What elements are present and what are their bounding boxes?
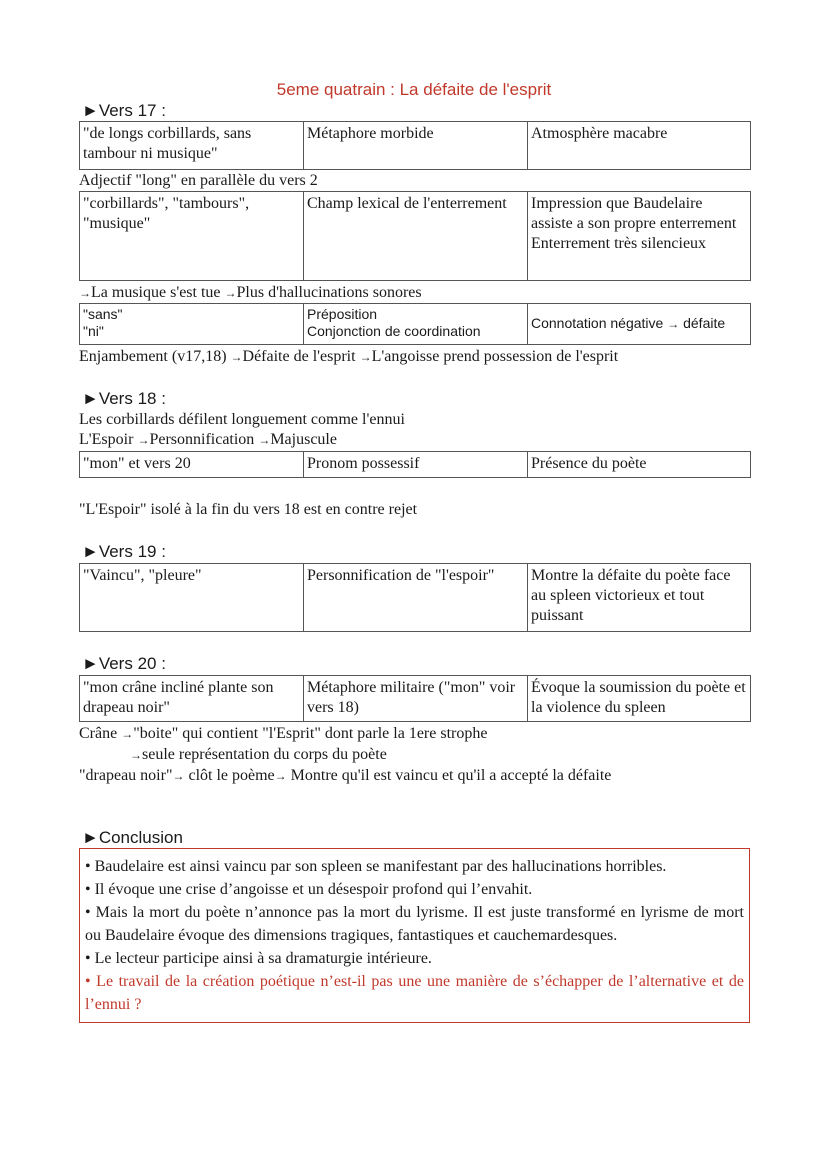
cell-text: Connotation négative	[531, 315, 664, 331]
note-text: seule représentation du corps du poète	[142, 746, 387, 763]
table-cell: Atmosphère macabre	[528, 122, 751, 170]
arrow-icon: →	[130, 748, 142, 762]
table-cell: "mon" et vers 20	[80, 452, 304, 478]
page-title: 5eme quatrain : La défaite de l'esprit	[276, 80, 552, 99]
arrow-icon: →	[258, 433, 271, 447]
table-cell: Pronom possessif	[304, 452, 528, 478]
arrow-icon: →	[121, 727, 134, 741]
note-text: clôt le poème	[184, 767, 275, 784]
table-cell: "corbillards", "tambours", "musique"	[80, 192, 304, 281]
arrow-icon: →	[79, 286, 91, 300]
table-cell: Évoque la soumission du poète et la violence du spleen	[528, 676, 751, 722]
note-text: La musique s'est tue	[91, 284, 225, 301]
table-vers-17-b	[79, 191, 751, 281]
table-cell: Métaphore militaire ("mon" voir vers 18)	[304, 676, 528, 722]
conclusion-paragraph: • Il évoque une crise d’angoisse et un désespoir profond qui l’envahit.	[85, 881, 533, 898]
arrow-icon: →	[224, 286, 237, 300]
cell-line: Enterrement très silencieux	[531, 235, 707, 252]
table-cell: "de longs corbillards, sans tambour ni musique"	[80, 122, 304, 170]
table-cell: "mon crâne incliné plante son drapeau noir"	[80, 676, 304, 722]
table-vers-19	[79, 563, 751, 632]
cell-line: "sans"	[83, 306, 123, 322]
note-text: L'angoisse prend possession de l'esprit	[371, 348, 619, 365]
heading-vers-19: ►Vers 19 :	[82, 542, 166, 561]
heading-conclusion: ►Conclusion	[82, 828, 183, 847]
note-corbillards: Les corbillards défilent longuement comme l'ennui	[79, 411, 405, 428]
arrow-icon: →	[137, 433, 150, 447]
table-row	[80, 304, 751, 345]
note-text: L'Espoir	[79, 431, 138, 448]
table-row	[80, 192, 751, 281]
conclusion-box	[79, 848, 750, 1023]
arrow-icon: →	[274, 769, 287, 783]
table-vers-17-c	[79, 303, 751, 345]
conclusion-paragraph: • Le lecteur participe ainsi à sa dramaturgie intérieure.	[85, 950, 432, 967]
arrow-icon: →	[230, 350, 243, 364]
table-cell	[528, 304, 751, 345]
note-contre-rejet: "L'Espoir" isolé à la fin du vers 18 est en contre rejet	[79, 501, 418, 518]
table-cell: Montre la défaite du poète face au spleen victorieux et tout puissant	[528, 564, 751, 632]
table-cell	[80, 304, 304, 345]
note-drapeau	[79, 766, 611, 786]
cell-line: Conjonction de coordination	[307, 323, 481, 339]
note-text: Majuscule	[270, 431, 337, 448]
note-text: Enjambement (v17,18)	[79, 348, 231, 365]
cell-line: Préposition	[307, 306, 378, 322]
table-cell: "Vaincu", "pleure"	[80, 564, 304, 632]
arrow-icon: →	[359, 350, 372, 364]
table-cell: Présence du poète	[528, 452, 751, 478]
table-row	[80, 122, 751, 170]
note-corps	[130, 745, 387, 765]
note-musique	[79, 283, 422, 303]
note-text: Montre qu'il est vaincu et qu'il a accepté la défaite	[286, 767, 612, 784]
cell-text: défaite	[683, 315, 726, 331]
table-vers-18	[79, 451, 751, 478]
conclusion-paragraph: • Baudelaire est ainsi vaincu par son spleen se manifestant par des hallucinations horribles.	[85, 858, 667, 875]
arrow-icon: →	[172, 769, 185, 783]
note-text: Crâne	[79, 725, 122, 742]
table-cell	[304, 304, 528, 345]
heading-vers-18: ►Vers 18 :	[82, 389, 166, 408]
note-text: "boite" qui contient "l'Esprit" dont parle la 1ere strophe	[133, 725, 488, 742]
note-text: Défaite de l'esprit	[242, 348, 360, 365]
table-cell: Métaphore morbide	[304, 122, 528, 170]
table-vers-20	[79, 675, 751, 722]
heading-vers-20: ►Vers 20 :	[82, 654, 166, 673]
note-text: Plus d'hallucinations sonores	[236, 284, 422, 301]
cell-line: "ni"	[83, 323, 104, 339]
note-enjambement	[79, 347, 618, 367]
table-row	[80, 564, 751, 632]
note-espoir	[79, 430, 337, 450]
conclusion-question: • Le travail de la création poétique n’est-il pas une une manière de s’échapper de l’alternative et de l’ennui ?	[85, 973, 744, 1013]
table-cell: Champ lexical de l'enterrement	[304, 192, 528, 281]
table-cell	[528, 192, 751, 281]
cell-line: Impression que Baudelaire assiste a son propre enterrement	[531, 195, 737, 232]
table-row	[80, 452, 751, 478]
arrow-icon: →	[667, 317, 680, 331]
table-row	[80, 676, 751, 722]
table-vers-17-a	[79, 121, 751, 170]
heading-vers-17: ►Vers 17 :	[82, 101, 166, 120]
conclusion-paragraph: • Mais la mort du poète n’annonce pas la mort du lyrisme. Il est juste transformé en lyrisme de mort ou Baudelaire évoque des dimensions tragiques, fantastiques et cauchemardesques.	[85, 904, 744, 944]
table-cell: Personnification de "l'espoir"	[304, 564, 528, 632]
note-adjectif-long: Adjectif "long" en parallèle du vers 2	[79, 172, 318, 189]
note-text: "drapeau noir"	[79, 767, 173, 784]
note-crane	[79, 724, 487, 744]
note-text: Personnification	[149, 431, 259, 448]
